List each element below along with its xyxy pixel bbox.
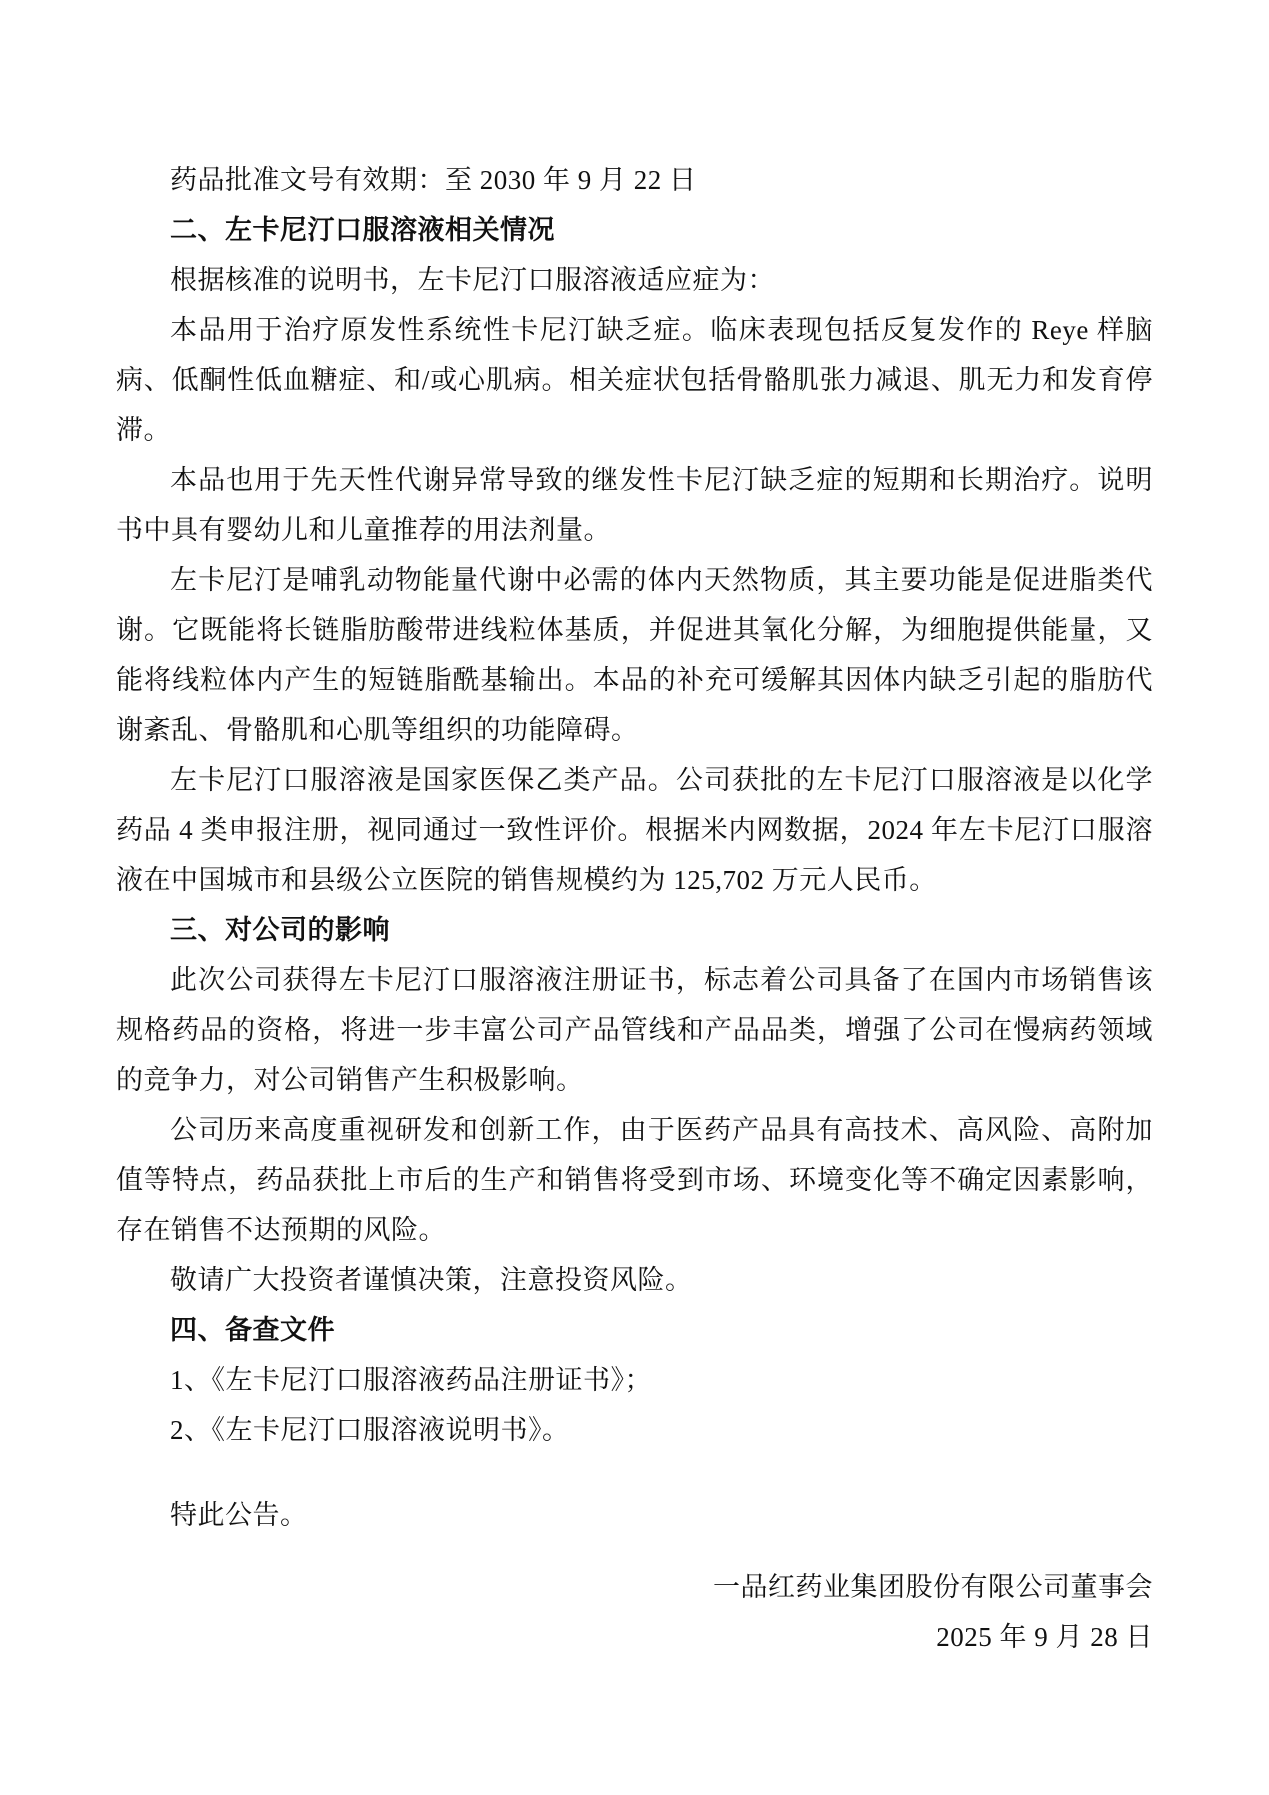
paragraph-market-data: 左卡尼汀口服溶液是国家医保乙类产品。公司获批的左卡尼汀口服溶液是以化学药品 4 类申报注册，视同通过一致性评价。根据米内网数据，2024 年左卡尼汀口服溶液在中国城市和县级公立医院的销售规模约为 125,702 万元人民币。	[116, 765, 1153, 895]
date-line: 2025 年 9 月 28 日	[936, 1622, 1153, 1652]
paragraph-investor-notice: 敬请广大投资者谨慎决策，注意投资风险。	[170, 1265, 693, 1295]
paragraph-validity: 药品批准文号有效期：至 2030 年 9 月 22 日	[170, 165, 697, 195]
paragraph-risk-statement: 公司历来高度重视研发和创新工作，由于医药产品具有高技术、高风险、高附加值等特点，药品获批上市后的生产和销售将受到市场、环境变化等不确定因素影响，存在销售不达预期的风险。	[116, 1115, 1153, 1245]
list-item-1: 1、《左卡尼汀口服溶液药品注册证书》；	[170, 1365, 652, 1395]
paragraph-company-impact: 此次公司获得左卡尼汀口服溶液注册证书，标志着公司具备了在国内市场销售该规格药品的资格，将进一步丰富公司产品管线和产品品类，增强了公司在慢病药领域的竞争力，对公司销售产生积极影响。	[116, 965, 1153, 1095]
closing-line: 特此公告。	[170, 1500, 308, 1530]
paragraph-mechanism: 左卡尼汀是哺乳动物能量代谢中必需的体内天然物质，其主要功能是促进脂类代谢。它既能将长链脂肪酸带进线粒体基质，并促进其氧化分解，为细胞提供能量，又能将线粒体内产生的短链脂酰基输出。本品的补充可缓解其因体内缺乏引起的脂肪代谢紊乱、骨骼肌和心肌等组织的功能障碍。	[116, 565, 1153, 745]
section-heading-3: 三、对公司的影响	[170, 915, 390, 945]
paragraph-primary-deficiency: 本品用于治疗原发性系统性卡尼汀缺乏症。临床表现包括反复发作的 Reye 样脑病、低酮性低血糖症、和/或心肌病。相关症状包括骨骼肌张力减退、肌无力和发育停滞。	[116, 315, 1153, 445]
section-heading-4: 四、备查文件	[170, 1315, 335, 1345]
list-item-2: 2、《左卡尼汀口服溶液说明书》。	[170, 1415, 570, 1445]
paragraph-secondary-deficiency: 本品也用于先天性代谢异常导致的继发性卡尼汀缺乏症的短期和长期治疗。说明书中具有婴幼儿和儿童推荐的用法剂量。	[116, 465, 1153, 545]
announcement-body	[116, 155, 1153, 1662]
signature-line: 一品红药业集团股份有限公司董事会	[713, 1572, 1153, 1602]
section-heading-2: 二、左卡尼汀口服溶液相关情况	[170, 215, 555, 245]
paragraph-indication-intro: 根据核准的说明书，左卡尼汀口服溶液适应症为：	[170, 265, 775, 295]
